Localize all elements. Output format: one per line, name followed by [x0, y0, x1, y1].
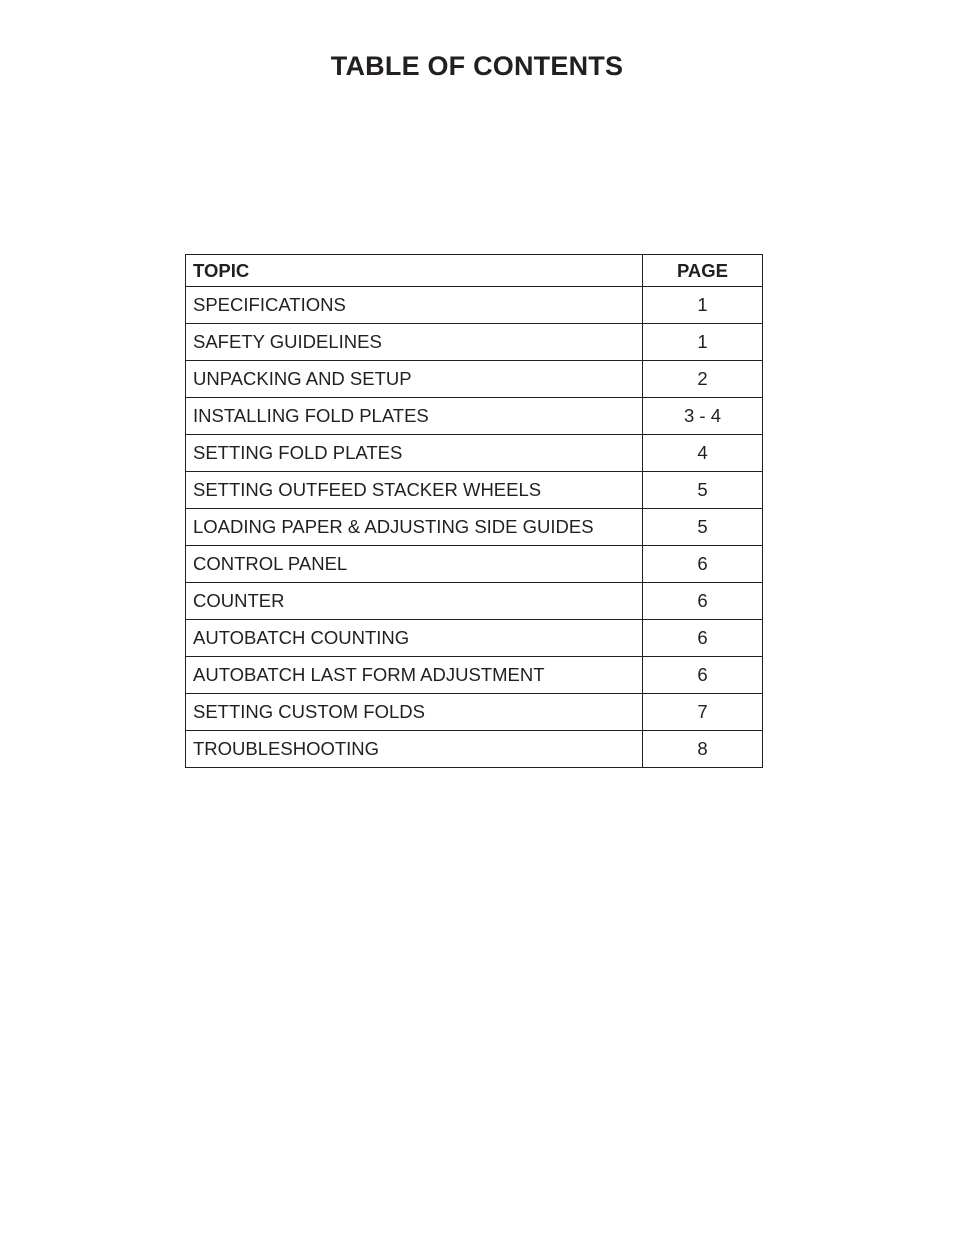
page-cell: 6	[643, 583, 763, 620]
topic-cell: LOADING PAPER & ADJUSTING SIDE GUIDES	[186, 509, 643, 546]
table-row	[186, 361, 763, 398]
page-cell: 1	[643, 287, 763, 324]
table-row	[186, 435, 763, 472]
page-cell: 3 - 4	[643, 398, 763, 435]
topic-cell: UNPACKING AND SETUP	[186, 361, 643, 398]
topic-cell: SETTING FOLD PLATES	[186, 435, 643, 472]
table-row	[186, 694, 763, 731]
page-cell: 6	[643, 620, 763, 657]
topic-column-header: TOPIC	[186, 255, 643, 287]
table-row	[186, 509, 763, 546]
toc-table	[185, 254, 763, 768]
topic-cell: SETTING CUSTOM FOLDS	[186, 694, 643, 731]
page-cell: 5	[643, 509, 763, 546]
topic-cell: SPECIFICATIONS	[186, 287, 643, 324]
topic-cell: SETTING OUTFEED STACKER WHEELS	[186, 472, 643, 509]
page-cell: 2	[643, 361, 763, 398]
page-cell: 8	[643, 731, 763, 768]
page-title: TABLE OF CONTENTS	[330, 51, 624, 81]
table-row	[186, 287, 763, 324]
page-cell: 1	[643, 324, 763, 361]
topic-cell: INSTALLING FOLD PLATES	[186, 398, 643, 435]
topic-cell: SAFETY GUIDELINES	[186, 324, 643, 361]
page-cell: 6	[643, 546, 763, 583]
topic-cell: AUTOBATCH COUNTING	[186, 620, 643, 657]
page-cell: 4	[643, 435, 763, 472]
topic-cell: TROUBLESHOOTING	[186, 731, 643, 768]
table-row	[186, 398, 763, 435]
topic-cell: AUTOBATCH LAST FORM ADJUSTMENT	[186, 657, 643, 694]
topic-cell: COUNTER	[186, 583, 643, 620]
table-row	[186, 472, 763, 509]
page-cell: 6	[643, 657, 763, 694]
table-row	[186, 324, 763, 361]
table-header-row	[186, 255, 763, 287]
table-row	[186, 731, 763, 768]
table-row	[186, 583, 763, 620]
topic-cell: CONTROL PANEL	[186, 546, 643, 583]
page-cell: 5	[643, 472, 763, 509]
table-row	[186, 620, 763, 657]
table-row	[186, 657, 763, 694]
table-row	[186, 546, 763, 583]
page-column-header: PAGE	[643, 255, 763, 287]
page-cell: 7	[643, 694, 763, 731]
